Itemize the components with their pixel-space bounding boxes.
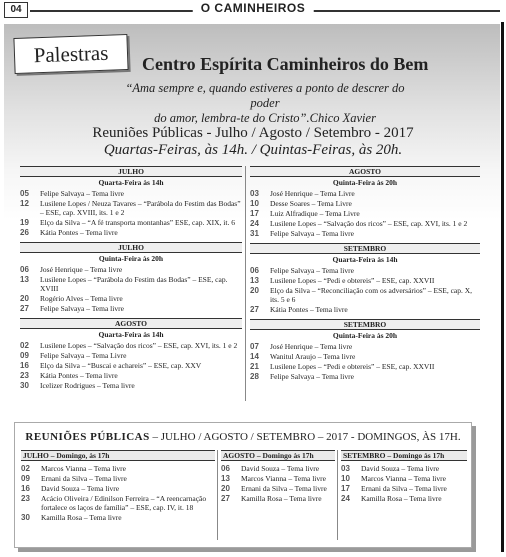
schedule-speaker-topic: Lusilene Lopes – “Salvação dos ricos” – ESE, cap. XVI, its. 1 e 2 xyxy=(40,341,238,350)
schedule-row xyxy=(20,304,242,313)
schedule-row xyxy=(250,209,480,218)
schedule-speaker-topic: Lusilene Lopes – “Pedi e obtereis” – ESE, cap. XXVII xyxy=(270,276,435,285)
schedule-speaker-topic: Kamilla Rosa – Tema livre xyxy=(41,513,122,522)
section-month: SETEMBRO xyxy=(250,243,480,254)
schedule-row xyxy=(20,341,242,350)
schedule-speaker-topic: Ernani da Silva – Tema livre xyxy=(41,474,127,483)
schedule-day: 30 xyxy=(21,513,30,522)
schedule-day: 27 xyxy=(221,494,230,503)
schedule-speaker-topic: Elço da Silva – “Buscai e achareis” – ESE, cap. XXV xyxy=(40,361,202,370)
column-divider xyxy=(245,166,246,401)
schedule-day: 27 xyxy=(20,304,29,313)
schedule-speaker-topic: Wanitul Araujo – Tema livre xyxy=(270,352,356,361)
schedule-row xyxy=(221,464,335,473)
schedule-speaker-topic: Lusilene Lopes – “Pedi e obtereis” – ESE, cap. XXVII xyxy=(270,362,435,371)
schedule-speaker-topic: Lusilene Lopes / Neuza Tavares – “Parábola do Festim das Bodas” – ESE, cap. XVIII, its. 1 e 2 xyxy=(40,199,241,217)
schedule-speaker-topic: José Henrique – Tema livre xyxy=(270,342,353,351)
schedule-speaker-topic: Rogério Alves – Tema livre xyxy=(40,294,123,303)
schedule-day: 06 xyxy=(221,464,230,473)
sunday-title-rest: – JULHO / AGOSTO / SETEMBRO – 2017 - DOMINGOS, ÀS 17H. xyxy=(149,431,461,443)
schedule-day: 31 xyxy=(250,229,259,238)
section-month: JULHO xyxy=(20,242,242,253)
schedule-row xyxy=(20,361,242,370)
schedule-row xyxy=(20,218,242,227)
sunday-divider xyxy=(217,450,218,540)
schedule-row xyxy=(20,228,242,237)
schedule-row xyxy=(20,199,242,217)
section-weekday-time: Quinta-Feira às 20h xyxy=(332,331,398,340)
sunday-column-header: JULHO – Domingo, às 17h xyxy=(21,450,215,461)
schedule-row xyxy=(250,229,480,238)
center-name: Centro Espírita Caminheiros do Bem xyxy=(142,54,429,74)
section-month: SETEMBRO xyxy=(250,319,480,330)
quote-line-2: do amor, lembra-te do Cristo”.Chico Xavier xyxy=(154,111,376,125)
schedule-speaker-topic: Marcos Vianna – Tema livre xyxy=(241,474,326,483)
sunday-column-header: AGOSTO – Domingo às 17h xyxy=(221,450,335,461)
schedule-speaker-topic: José Henrique – Tema livre xyxy=(40,265,123,274)
section-month: AGOSTO xyxy=(20,318,242,329)
schedule-day: 24 xyxy=(250,219,259,228)
sunday-meetings-title xyxy=(15,431,471,443)
schedule-day: 17 xyxy=(250,209,259,218)
schedule-day: 27 xyxy=(250,305,259,314)
sunday-rows xyxy=(341,464,467,503)
schedule-day: 10 xyxy=(250,199,259,208)
schedule-speaker-topic: Kátia Pontes – Tema livre xyxy=(40,228,118,237)
schedule-day: 05 xyxy=(20,189,29,198)
schedule-row xyxy=(20,275,242,293)
schedule-section xyxy=(20,318,242,390)
schedule-row xyxy=(250,199,480,208)
schedule-speaker-topic: David Souza – Tema livre xyxy=(41,484,120,493)
schedule-speaker-topic: Marcos Vianna – Tema livre xyxy=(41,464,126,473)
schedule-section xyxy=(250,166,480,238)
schedule-section xyxy=(20,166,242,237)
schedule-row xyxy=(21,464,215,473)
schedule-speaker-topic: Luiz Alfradique – Tema Livre xyxy=(270,209,360,218)
schedule-speaker-topic: Kamilla Rosa – Tema livre xyxy=(361,494,442,503)
schedule-speaker-topic: Marcos Vianna – Tema livre xyxy=(361,474,446,483)
section-weekday-time: Quinta-Feira às 20h xyxy=(98,254,164,263)
schedule-row xyxy=(21,494,215,512)
schedule-day: 06 xyxy=(20,265,29,274)
schedule-row xyxy=(221,474,335,483)
palestras-badge: Palestras xyxy=(13,34,128,74)
schedule-day: 09 xyxy=(20,351,29,360)
schedule-section xyxy=(20,242,242,313)
schedule-row xyxy=(21,484,215,493)
schedule-row xyxy=(341,484,467,493)
schedule-speaker-topic: José Henrique – Tema Livre xyxy=(270,189,355,198)
sunday-rows xyxy=(21,464,215,522)
schedule-row xyxy=(20,351,242,360)
schedule-day: 16 xyxy=(20,361,29,370)
schedule-day: 26 xyxy=(20,228,29,237)
schedule-row xyxy=(341,464,467,473)
schedule-row xyxy=(341,494,467,503)
schedule-day: 03 xyxy=(250,189,259,198)
schedule-speaker-topic: Kamilla Rosa – Tema livre xyxy=(241,494,322,503)
section-weekday-time: Quarta-Feira às 14h xyxy=(98,330,164,339)
schedule-speaker-topic: Acácio Oliveira / Edinilson Ferreira – “A reencarnação fortalece os laços de família” – ESE, cap. IV, it. 18 xyxy=(41,494,207,512)
schedule-row xyxy=(221,484,335,493)
section-weekday-time: Quarta-Feira às 14h xyxy=(332,255,398,264)
schedule-day: 24 xyxy=(341,494,350,503)
schedule-row xyxy=(221,494,335,503)
schedule-day: 06 xyxy=(250,266,259,275)
schedule-day: 12 xyxy=(20,199,29,208)
schedule-speaker-topic: Lusilene Lopes – “Salvação dos ricos” – ESE, cap. XVI, its. 1 e 2 xyxy=(270,219,468,228)
quote xyxy=(110,81,420,126)
schedule-row xyxy=(21,513,215,522)
schedule-day: 07 xyxy=(250,342,259,351)
schedule-row xyxy=(341,474,467,483)
schedule-day: 02 xyxy=(20,341,29,350)
quote-line-1: “Ama sempre e, quando estiveres a ponto de descrer do poder xyxy=(125,81,405,110)
schedule-right-column xyxy=(250,166,480,386)
schedule-row xyxy=(20,294,242,303)
sunday-column-header: SETEMBRO – Domingo às 17h xyxy=(341,450,467,461)
schedule-day: 30 xyxy=(20,381,29,390)
schedule-day: 17 xyxy=(341,484,350,493)
schedule-speaker-topic: Ernani da Silva – Tema livre xyxy=(241,484,327,493)
schedule-day: 13 xyxy=(250,276,259,285)
schedule-speaker-topic: Felipe Salvaya – Tema livre xyxy=(270,372,354,381)
sunday-column-september xyxy=(341,450,467,504)
schedule-speaker-topic: Desse Soares – Tema Livre xyxy=(270,199,352,208)
schedule-speaker-topic: Elço da Silva – “A fé transporta montanhas” ESE, cap. XIX, it. 6 xyxy=(40,218,235,227)
sunday-column-august xyxy=(221,450,335,504)
schedule-row xyxy=(250,362,480,371)
schedule-day: 02 xyxy=(21,464,30,473)
schedule-day: 13 xyxy=(20,275,29,284)
schedule-row xyxy=(20,265,242,274)
schedule-row xyxy=(250,352,480,361)
schedule-day: 10 xyxy=(341,474,350,483)
schedule-speaker-topic: Felipe Salvaya – Tema livre xyxy=(40,304,124,313)
schedule-day: 19 xyxy=(20,218,29,227)
schedule-row xyxy=(250,286,480,304)
schedule-speaker-topic: Lusilene Lopes – “Parábola do Festim das Bodas” – ESE, cap. XVIII xyxy=(40,275,228,293)
schedule-row xyxy=(20,381,242,390)
schedule-day: 23 xyxy=(20,371,29,380)
schedule-day: 03 xyxy=(341,464,350,473)
schedule-row xyxy=(250,266,480,275)
schedule-row xyxy=(20,371,242,380)
schedule-row xyxy=(21,474,215,483)
schedule-day: 20 xyxy=(221,484,230,493)
sunday-divider xyxy=(337,450,338,540)
schedule-day: 14 xyxy=(250,352,259,361)
meetings-subtitle: Quartas-Feiras, às 14h. / Quintas-Feiras, às 20h. xyxy=(103,142,403,158)
page-edge-border xyxy=(501,22,504,552)
schedule-day: 20 xyxy=(20,294,29,303)
schedule-row xyxy=(20,189,242,198)
schedule-speaker-topic: Ernani da Silva – Tema livre xyxy=(361,484,447,493)
schedule-speaker-topic: Felipe Salvaya – Tema Livre xyxy=(40,351,127,360)
schedule-speaker-topic: Felipe Salvaya – Tema livre xyxy=(270,229,354,238)
schedule-day: 09 xyxy=(21,474,30,483)
sunday-meetings-box xyxy=(14,422,472,548)
sunday-column-july xyxy=(21,450,215,523)
meetings-title: Reuniões Públicas - Julho / Agosto / Setembro - 2017 xyxy=(92,125,414,141)
schedule-section xyxy=(250,319,480,381)
schedule-day: 28 xyxy=(250,372,259,381)
page-header xyxy=(0,0,506,19)
section-weekday-time: Quinta-Feira às 20h xyxy=(332,178,398,187)
sunday-title-bold: REUNIÕES PÚBLICAS xyxy=(25,431,150,443)
schedule-section xyxy=(250,243,480,314)
schedule-day: 21 xyxy=(250,362,259,371)
schedule-row xyxy=(250,219,480,228)
schedule-day: 13 xyxy=(221,474,230,483)
section-month: JULHO xyxy=(20,166,242,177)
page-number: 04 xyxy=(4,2,28,18)
schedule-left-column xyxy=(20,166,242,395)
schedule-speaker-topic: Felipe Salvaya – Tema livre xyxy=(40,189,124,198)
newspaper-title: O CAMINHEIROS xyxy=(193,1,314,15)
section-weekday-time: Quarta-Feira às 14h xyxy=(98,178,164,187)
schedule-row xyxy=(250,372,480,381)
schedule-row xyxy=(250,276,480,285)
schedule-speaker-topic: Elço da Silva – “Reconciliação com os adversários” – ESE, cap. X, its. 5 e 6 xyxy=(270,286,473,304)
schedule-speaker-topic: Kátia Pontes – Tema livre xyxy=(40,371,118,380)
sunday-rows xyxy=(221,464,335,503)
schedule-row xyxy=(250,305,480,314)
schedule-row xyxy=(250,189,480,198)
schedule-speaker-topic: Icelizer Rodrigues – Tema livre xyxy=(40,381,135,390)
section-month: AGOSTO xyxy=(250,166,480,177)
schedule-day: 16 xyxy=(21,484,30,493)
schedule-row xyxy=(250,342,480,351)
schedule-speaker-topic: David Souza – Tema livre xyxy=(361,464,440,473)
schedule-speaker-topic: Kátia Pontes – Tema livre xyxy=(270,305,348,314)
schedule-day: 20 xyxy=(250,286,259,295)
schedule-speaker-topic: Felipe Salvaya – Tema livre xyxy=(270,266,354,275)
schedule-speaker-topic: David Souza – Tema livre xyxy=(241,464,320,473)
schedule-day: 23 xyxy=(21,494,30,503)
